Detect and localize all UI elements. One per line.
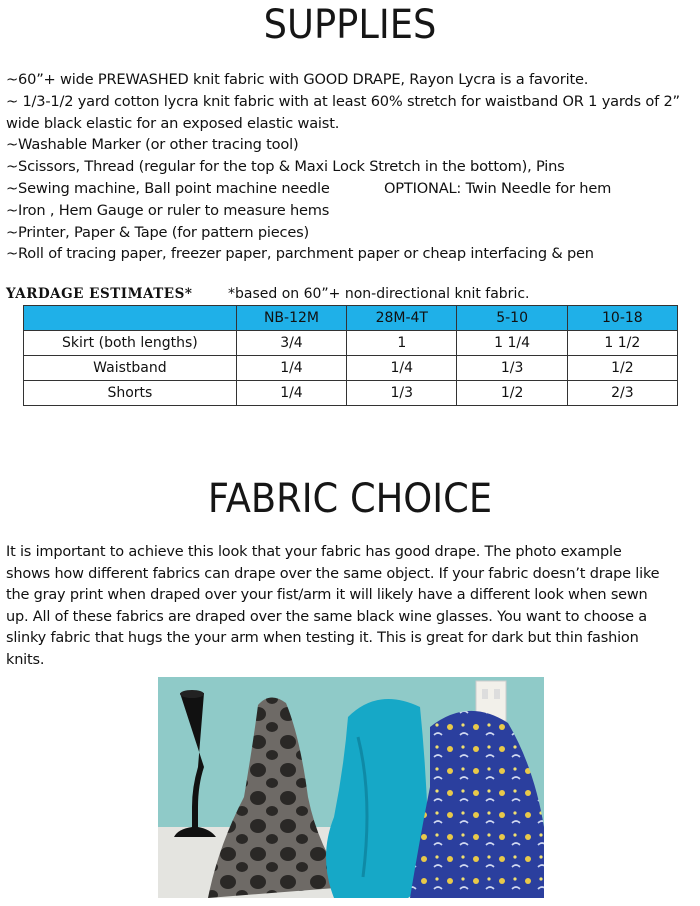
column-header: NB-12M xyxy=(236,306,346,331)
supply-line xyxy=(6,178,696,200)
table-cell: 1/2 xyxy=(567,356,677,381)
table-cell: 2/3 xyxy=(567,381,677,406)
supply-line: ~ 1/3-1/2 yard cotton lycra knit fabric with at least 60% stretch for waistband OR 1 yards of 2” xyxy=(6,92,680,110)
paragraph-line: slinky fabric that hugs the your arm when testing it. This is great for dark but thin fashion xyxy=(6,630,639,646)
supply-line: ~Washable Marker (or other tracing tool) xyxy=(6,136,299,154)
table-cell: 1/4 xyxy=(236,381,346,406)
table-cell: 1/4 xyxy=(236,356,346,381)
fabric-choice-heading: FABRIC CHOICE xyxy=(207,476,493,522)
paragraph-line: up. All of these fabrics are draped over the same black wine glasses. You want to choose a xyxy=(6,608,647,625)
fabric-paragraph xyxy=(6,542,692,671)
optional-note: OPTIONAL: Twin Needle for hem xyxy=(384,179,612,197)
supplies-list xyxy=(6,69,696,265)
column-header: 28M-4T xyxy=(347,306,457,331)
fabric-drape-photo xyxy=(158,677,544,898)
table-cell: Waistband xyxy=(24,356,237,381)
table-cell: 1/4 xyxy=(347,356,457,381)
supply-line: ~Printer, Paper & Tape (for pattern pieces) xyxy=(6,223,310,241)
paragraph-line: It is important to achieve this look that your fabric has good drape. The photo example xyxy=(6,544,622,560)
supply-line: ~60”+ wide PREWASHED knit fabric with GOOD DRAPE, Rayon Lycra is a favorite. xyxy=(6,71,589,88)
supply-line: ~Scissors, Thread (regular for the top & Maxi Lock Stretch in the bottom), Pins xyxy=(6,158,565,176)
yardage-note: *based on 60”+ non-directional knit fabric. xyxy=(228,286,530,302)
supply-line-text: ~Sewing machine, Ball point machine needle xyxy=(6,179,330,197)
yardage-table xyxy=(23,305,678,406)
table-cell: 1/2 xyxy=(457,381,567,406)
table-cell: 3/4 xyxy=(236,331,346,356)
column-header xyxy=(24,306,237,331)
table-header-row xyxy=(24,306,678,331)
table-row xyxy=(24,356,678,381)
table-cell: 1/3 xyxy=(457,356,567,381)
fabric-drape-illustration xyxy=(158,677,544,898)
table-row xyxy=(24,331,678,356)
table-cell: Skirt (both lengths) xyxy=(24,331,237,356)
column-header: 5-10 xyxy=(457,306,567,331)
table-cell: 1 xyxy=(347,331,457,356)
yardage-label: YARDAGE ESTIMATES* xyxy=(6,286,193,302)
supplies-heading: SUPPLIES xyxy=(263,2,437,48)
paragraph-line: the gray print when draped over your fist/arm it will likely have a different look when sewn xyxy=(6,587,648,603)
table-cell: 1 1/2 xyxy=(567,331,677,356)
paragraph-line: shows how different fabrics can drape over the same object. If your fabric doesn’t drape like xyxy=(6,565,660,582)
yardage-estimates-row xyxy=(6,286,530,302)
supply-line: wide black elastic for an exposed elastic waist. xyxy=(6,114,340,132)
table-cell: 1/3 xyxy=(347,381,457,406)
table-row xyxy=(24,381,678,406)
paragraph-line: knits. xyxy=(6,651,45,668)
table-cell: 1 1/4 xyxy=(457,331,567,356)
supply-line: ~Roll of tracing paper, freezer paper, parchment paper or cheap interfacing & pen xyxy=(6,245,594,263)
column-header: 10-18 xyxy=(567,306,677,331)
table-cell: Shorts xyxy=(24,381,237,406)
supply-line: ~Iron , Hem Gauge or ruler to measure hems xyxy=(6,201,330,219)
